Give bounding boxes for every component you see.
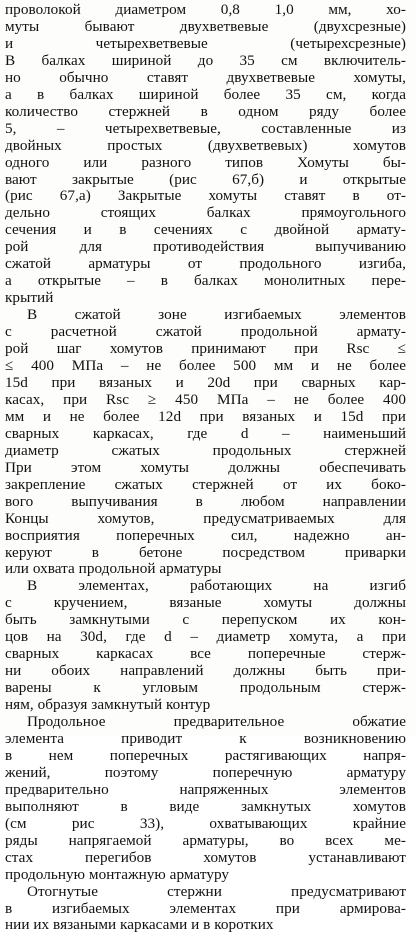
text-line: цов на 30d, где d – диаметр хомута, а при (5, 628, 406, 646)
text-line: количество стержней в одном ряду более (5, 102, 406, 120)
text-line: 15d при вязаных и 20d при сварных кар- (5, 373, 406, 391)
text-line: Отогнутые стержни предусматривают (27, 882, 406, 900)
text-line: а открытые – в балках монолитных пере- (5, 272, 406, 290)
text-line: двойных простых (двухветвевых) хомутов (5, 136, 406, 154)
text-line: вого выпучивания в любом направлении (5, 492, 406, 510)
text-column (5, 2, 406, 934)
text-line: с кручением, вязаные хомуты должны (5, 594, 406, 612)
text-line: ни обоих направлений должны быть при- (5, 662, 406, 680)
text-line: в изгибаемых элементах при армирова- (5, 899, 406, 917)
text-line: и четырехветвевые (четырехсрезные) (5, 34, 406, 52)
paragraph (5, 714, 406, 884)
text-line: с расчетной сжатой продольной армату- (5, 323, 406, 341)
text-line: рой для противодействия выпучиванию (5, 238, 406, 256)
text-line: ням, образуя замкнутый контур (5, 696, 211, 714)
text-line: варены к угловым продольным стерж- (5, 679, 406, 697)
text-line: В сжатой зоне изгибаемых элементов (27, 306, 406, 324)
text-line: керуют в бетоне посредством приварки (5, 543, 406, 561)
text-line: вают закрытые (рис 67,б) и открытые (5, 170, 406, 188)
text-line: предварительно напряженных элементов (5, 780, 406, 798)
text-line: в нем поперечных растягивающих напря- (5, 746, 406, 764)
text-line: В элементах, работающих на изгиб (27, 577, 406, 595)
text-line: (рис 67,а) Закрытые хомуты ставят в от- (5, 187, 406, 205)
text-line: выполняют в виде замкнутых хомутов (5, 797, 406, 815)
text-line: Продольное предварительное обжатие (27, 713, 406, 731)
text-line: проволокой диаметром 0,8 1,0 мм, хо- (5, 1, 406, 18)
text-line: сжатой арматуры от продольного изгиба, (5, 255, 406, 273)
paragraph (5, 578, 406, 714)
text-line: крытий (5, 289, 54, 307)
paragraph (5, 884, 406, 934)
text-line: сечения и в сечениях с двойной армату- (5, 221, 406, 239)
text-line: а в балках шириной более 35 см, когда (5, 85, 406, 103)
text-line: одного или разного типов Хомуты бы- (5, 153, 406, 171)
text-line: закрепление сжатых стержней от их боко- (5, 475, 406, 493)
text-line: мм и не более 12d при вязаных и 15d при (5, 407, 406, 425)
text-line: сварных каркасах, где d – наименьший (5, 424, 406, 442)
text-line: жений, поэтому поперечную арматуру (5, 763, 406, 781)
text-line: дельно стоящих балках прямоугольного (5, 204, 406, 222)
text-line: В балках шириной до 35 см включитель- (5, 51, 406, 69)
text-line: Концы хомутов, предусматриваемых для (5, 509, 406, 527)
text-line: сварных каркасах все поперечные стерж- (5, 645, 406, 663)
text-line: нии их вязаными каркасами и в коротких (5, 916, 274, 934)
text-line: муты бывают двухветвевые (двухсрезные) (5, 17, 406, 35)
paragraph (5, 307, 406, 578)
text-line: ≤ 400 МПа – не более 500 мм и не более (5, 357, 406, 375)
text-line: быть замкнутыми с перепуском их кон- (5, 611, 406, 629)
text-line: но обычно ставят двухветвевые хомуты, (5, 68, 406, 86)
text-line: касах, при Rsc ≥ 450 МПа – не более 400 (5, 390, 406, 408)
text-line: (см рис 33), охватывающих крайние (5, 814, 406, 832)
text-line: стах перегибов хомутов устанавливают (5, 848, 406, 866)
paragraph (5, 2, 406, 307)
text-line: При этом хомуты должны обеспечивать (5, 458, 406, 476)
text-line: рой шаг хомутов принимают при Rsc ≤ (5, 340, 406, 358)
text-line: продольную монтажную арматуру (5, 865, 230, 883)
text-line: диаметр сжатых продольных стержней (5, 441, 406, 459)
text-line: 5, – четырехветвевые, составленные из (5, 119, 406, 137)
text-line: или охвата продольной арматуры (5, 560, 222, 578)
text-line: восприятия поперечных сил, надежно ан- (5, 526, 406, 544)
text-line: ряды напрягаемой арматуры, во всех ме- (5, 831, 406, 849)
text-line: элемента приводит к возникновению (5, 729, 406, 747)
